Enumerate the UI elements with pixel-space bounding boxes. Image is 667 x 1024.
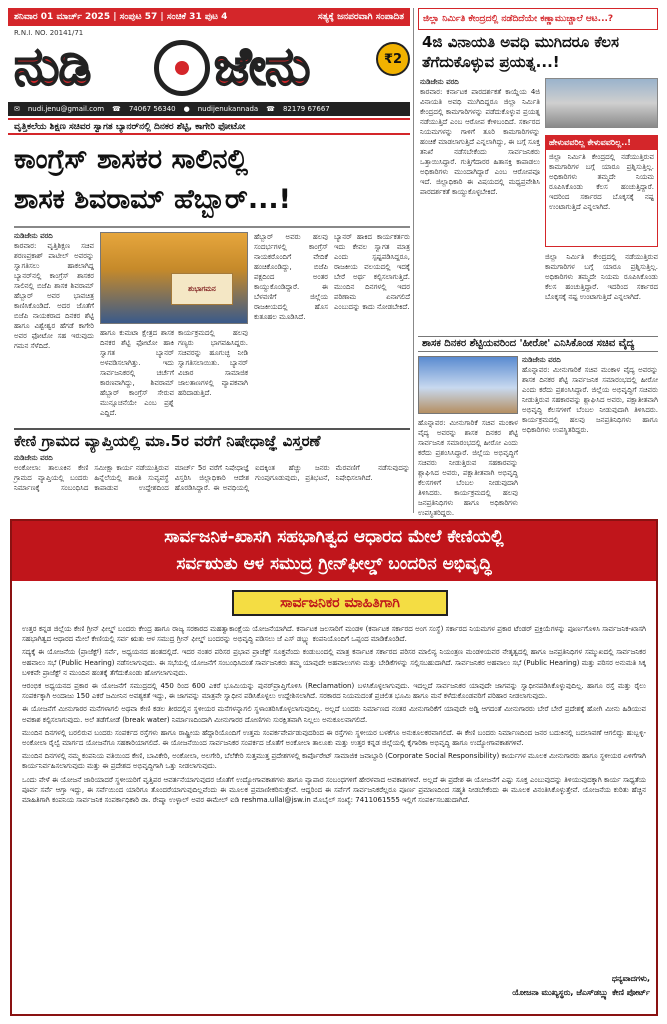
ad-sign-line-2: ಯೋಜನಾ ಮುಖ್ಯಸ್ಥರು, ಜೆಎಸ್‌ಡಬ್ಲ್ಯು ಕೇಣಿ ಪೋರ್ಟ್: [512, 988, 650, 997]
side-box-title: ಹೇಳುವವರಿಲ್ಲ ಕೇಳುವವರಿಲ್ಲ..!: [546, 136, 657, 150]
lead-col-3-text: ಹೆಬ್ಬಾರ್ ಅವರು ಹಲವು ಸಂದರ್ಭಗಳಲ್ಲಿ ಕಾಂಗ್ರೆಸ್ ನಾಯಕರೊಂದಿಗೆ ವೇದಿಕೆ ಹಂಚಿಕೊಂಡಿದ್ದು, ಬಿಜೆಪಿ ಪಕ್ಷದಿಂದ ಅಂತರ ಕಾಯ್ದುಕೊಂಡಿದ್ದಾರೆ. ಈ ಬೆಳವಣಿಗೆ ಜಿಲ್ಲೆಯ ರಾಜಕೀಯದಲ್ಲಿ ಹೊಸ ಕುತೂಹಲ ಮೂಡಿಸಿದೆ.: [254, 233, 328, 321]
divider: [14, 226, 410, 228]
ad-signature: [420, 972, 650, 1008]
dateline-bar: [8, 8, 410, 26]
contact-phone-2: 82179 67667: [282, 105, 330, 113]
right-kicker: ಜಿಲ್ಲಾ ನಿರ್ಮಿತಿ ಕೇಂದ್ರದಲ್ಲಿ ನಡೆದಿದೆಯೇ ಕಣ್ಣಾಮುಚ್ಚಾಲೆ ಆಟ...?: [418, 8, 658, 30]
ad-body: [22, 624, 646, 964]
price-badge: ₹2: [376, 42, 410, 76]
tagline: ಸತ್ಯಕ್ಕೆ ಜನಪರವಾಗಿ ಸಂಪಾದಿತ: [317, 12, 404, 22]
road-photo: [545, 78, 658, 128]
right-headline: 4ಜಿ ವಿನಾಯತಿ ಅವಧಿ ಮುಗಿದರೂ ಕೆಲಸ ತೆಗೆದುಕೊಳ್ಳುವ ಪ್ರಯತ್ನ...!: [422, 33, 619, 71]
phone-icon: ☎: [112, 105, 121, 113]
second-headline: ಕೇಣಿ ಗ್ರಾಮದ ವ್ಯಾಪ್ತಿಯಲ್ಲಿ ಮಾ.5ರ ವರೆಗೆ ನಿಷೇಧಾಜ್ಞೆ ವಿಸ್ತರಣೆ: [14, 428, 410, 450]
lead-column-3: [254, 232, 328, 414]
ad-headline-line-2: ಸರ್ವಋತು ಆಳ ಸಮುದ್ರ ಗ್ರೀನ್‌ಫೀಲ್ಡ್ ಬಂದರಿನ ಅಭಿವೃದ್ಧಿ: [176, 554, 492, 574]
lead-column-5: [178, 328, 248, 416]
lead-column-4: [334, 232, 410, 414]
mid-photo: [418, 356, 518, 414]
lead-photo: [100, 232, 248, 324]
social-icon: ●: [183, 105, 190, 113]
lead-headline: [14, 140, 410, 224]
contact-social[interactable]: nudijenukannada: [197, 105, 259, 113]
second-body: ಅಂಕೋಲಾ: ತಾಲೂಕಿನ ಕೇಣಿ ಗ್ರಾಮದ ವ್ಯಾಪ್ತಿಯಲ್ಲಿ ಬಂದರು ನಿರ್ಮಾಣಕ್ಕೆ ಸಂಬಂಧಿಸಿದ ಸಮೀಕ್ಷಾ ಕಾರ್ಯ ನಡೆಯುತ್ತಿರುವ ಹಿನ್ನೆಲೆಯಲ್ಲಿ ಶಾಂತಿ ಸುವ್ಯವಸ್ಥೆ ಕಾಪಾಡುವ ಉದ್ದೇಶದಿಂದ ಮಾರ್ಚ್ 5ರ ವರೆಗೆ ನಿಷೇಧಾಜ್ಞೆ ವಿಸ್ತರಿಸಿ ಜಿಲ್ಲಾಧಿಕಾರಿ ಆದೇಶ ಹೊರಡಿಸಿದ್ದಾರೆ. ಈ ಅವಧಿಯಲ್ಲಿ ಐದಕ್ಕಿಂತ ಹೆಚ್ಚು ಜನರು ಗುಂಪುಗೂಡುವುದು, ಪ್ರತಿಭಟನೆ, ಮೆರವಣಿಗೆ ನಡೆಸುವುದನ್ನು ನಿಷೇಧಿಸಲಾಗಿದೆ.: [14, 464, 410, 492]
second-byline: ನುಡಿಜೇನು ವರದಿ: [14, 454, 53, 462]
contact-email[interactable]: nudi.jenu@gmail.com: [27, 105, 105, 113]
masthead-right-word: ಜೇನು: [214, 37, 310, 97]
right-top-body: ಕಾರವಾರ: ಕರ್ನಾಟಕ ಪಾರದರ್ಶಕತೆ ಕಾಯ್ದೆಯ 4ಜಿ ವಿನಾಯತಿ ಅವಧಿ ಮುಗಿದಿದ್ದರೂ ಜಿಲ್ಲಾ ನಿರ್ಮಿತಿ ಕೇಂದ್ರದಲ್ಲಿ ಕಾಮಗಾರಿಗಳನ್ನು ಪಡೆದುಕೊಳ್ಳುವ ಪ್ರಯತ್ನ ನಡೆಯುತ್ತಿದೆ ಎಂಬ ಆರೋಪ ಕೇಳಿಬಂದಿದೆ. ಸರ್ಕಾರದ ನಿಯಮಗಳನ್ನು ಗಾಳಿಗೆ ತೂರಿ ಕಾಮಗಾರಿಗಳನ್ನು ಹಂಚಿಕೆ ಮಾಡಲಾಗುತ್ತಿದೆ ಎನ್ನಲಾಗಿದ್ದು, ಈ ಬಗ್ಗೆ ಸೂಕ್ತ ತನಿಖೆ ನಡೆಸಬೇಕೆಂದು ಸಾರ್ವಜನಿಕರು ಒತ್ತಾಯಿಸಿದ್ದಾರೆ. ಗುತ್ತಿಗೆದಾರರ ಹಿತಾಸಕ್ತಿ ಕಾಪಾಡಲು ಅಧಿಕಾರಿಗಳು ಮುಂದಾಗಿದ್ದಾರೆ ಎಂಬ ಆರೋಪವೂ ಇದೆ. ಜಿಲ್ಲಾಧಿಕಾರಿ ಈ ವಿಷಯದಲ್ಲಿ ಮಧ್ಯಪ್ರವೇಶಿಸಿ ಪಾರದರ್ಶಕತೆ ಕಾಯ್ದುಕೊಳ್ಳಬೇಕಿದೆ.: [420, 88, 540, 196]
ad-subheading: ಸಾರ್ವಜನಿಕರ ಮಾಹಿತಿಗಾಗಿ: [232, 590, 448, 616]
masthead: [14, 38, 410, 100]
right-top-story-cont: [545, 252, 658, 330]
ad-headline-line-1: ಸಾರ್ವಜನಿಕ-ಖಾಸಗಿ ಸಹಭಾಗಿತ್ವದ ಆಧಾರದ ಮೇಲೆ ಕೇಣಿಯಲ್ಲಿ: [164, 527, 504, 547]
lead-headline-line-1: ಕಾಂಗ್ರೆಸ್ ಶಾಸಕರ ಸಾಲಿನಲ್ಲಿ: [14, 144, 248, 175]
lead-col-4-text: ಬ್ಯಾನರ್ ಹಾಕಿದ ಕಾರ್ಯಕರ್ತರು ಇದು ಕೇವಲ ಸ್ವಾಗತ ಮಾತ್ರ ಎಂದು ಸ್ಪಷ್ಟಪಡಿಸಿದ್ದರೂ, ರಾಜಕೀಯ ವಲಯದಲ್ಲಿ ಇದಕ್ಕೆ ಬೇರೆ ಅರ್ಥ ಕಲ್ಪಿಸಲಾಗುತ್ತಿದೆ. ಮುಂದಿನ ದಿನಗಳಲ್ಲಿ ಇದರ ಪರಿಣಾಮ ಏನಾಗಲಿದೆ ಎಂಬುದನ್ನು ಕಾದು ನೋಡಬೇಕಿದೆ.: [334, 233, 410, 311]
ad-paragraph-3: ಆರಂಭಿಕ ಅಧ್ಯಯನದ ಪ್ರಕಾರ ಈ ಯೋಜನೆಗೆ ಸಮುದ್ರದಲ್ಲಿ 450 ರಿಂದ 600 ಎಕರೆ ಭೂಮಿಯನ್ನು ಪುನರ್‌ಪ್ರಾಪ್ತಿಗೊಳಿಸಿ (Reclamation) ಬಳಸಿಕೊಳ್ಳಲಾಗುವುದು. ಇದಲ್ಲದೆ ಸಾರ್ವಜನಿಕರ ಯಾವುದೇ ಜಾಗವನ್ನು ಸ್ವಾಧೀನಪಡಿಸಿಕೊಳ್ಳುವುದಿಲ್ಲ. ಹಾಗೂ ರಸ್ತೆ ಮತ್ತು ರೈಲು ಸಂಪರ್ಕಕ್ಕಾಗಿ ಅಂದಾಜು 150 ಎಕರೆ ಜಮೀನಿನ ಅವಶ್ಯಕತೆ ಇದ್ದು, ಈ ಜಾಗವನ್ನು ಮಾತ್ರವೇ ಸ್ವಾಧೀನ ಪಡಿಸಿಕೊಳ್ಳಲು ಉದ್ದೇಶಿಸಲಾಗಿದೆ. ಸರಕಾರದ ನಿಯಮದಂತೆ ಪ್ರಚಲಿತ ಭೂಮಿ ಹಾಗೂ ಮನೆ ಕಳೆದುಕೊಂಡವರಿಗೆ ಪರಿಹಾರ ನೀಡಲಾಗುವುದು.: [22, 682, 646, 701]
masthead-left-word: ನುಡಿ: [14, 37, 91, 97]
right-top-body-cont: ಜಿಲ್ಲಾ ನಿರ್ಮಿತಿ ಕೇಂದ್ರದಲ್ಲಿ ನಡೆಯುತ್ತಿರುವ ಕಾಮಗಾರಿಗಳ ಬಗ್ಗೆ ಯಾರೂ ಪ್ರಶ್ನಿಸುತ್ತಿಲ್ಲ. ಅಧಿಕಾರಿಗಳು ತಮ್ಮದೇ ನಿಯಮ ರೂಪಿಸಿಕೊಂಡು ಕೆಲಸ ಹಂಚುತ್ತಿದ್ದಾರೆ. ಇದರಿಂದ ಸರ್ಕಾರದ ಬೊಕ್ಕಸಕ್ಕೆ ನಷ್ಟ ಉಂಟಾಗುತ್ತಿದೆ ಎನ್ನಲಾಗಿದೆ.: [545, 253, 658, 301]
ship-wheel-logo-icon: [154, 40, 210, 96]
ad-paragraph-5: ಮುಂದಿನ ದಿನಗಳಲ್ಲಿ ಬರಲಿರುವ ಬಂದರು ಸಂಪರ್ಕದ ರಸ್ತೆಗಳು ಹಾಗೂ ರಾಷ್ಟ್ರೀಯ ಹೆದ್ದಾರಿಯೊಂದಿಗೆ ಉತ್ತಮ ಸಂಪರ್ಕವೇರ್ಪಡುವುದರಿಂದ ಈ ರಸ್ತೆಗಳು ಸ್ಥಳೀಯರ ಬಳಕೆಗೂ ಅನುಕೂಲಕರವಾಗಲಿದೆ. ಈ ಕೇಣಿ ಬಂದರು ನಿರ್ಮಾಣದಿಂದ ಜನರ ಬದುಕಿನಲ್ಲಿ ಬದಲಾವಣೆ ಆಗಲಿದ್ದು ಹುಬ್ಬಳ್ಳಿ-ಅಂಕೋಲಾ ರೈಲ್ವೆ ಮಾರ್ಗದ ಯೋಜನೆಗೂ ಸಹಕಾರಿಯಾಗಲಿದೆ. ಈ ಯೋಜನೆಯಿಂದ ಸಾರ್ವಜನಿಕರ ಸಂಪರ್ಕದ ಜೊತೆಗೆ ಅಂಕೋಲಾ ತಾಲೂಕು ಮತ್ತು ಉತ್ತರ ಕನ್ನಡ ಜಿಲ್ಲೆಯಲ್ಲಿ ಕೈಗಾರಿಕಾ ಅಭಿವೃದ್ಧಿ ಹಾಗೂ ಉದ್ಯೋಗಾವಕಾಶಗಳಿವೆ.: [22, 728, 646, 748]
rni-number: R.N.I. NO. 20141/71: [14, 29, 84, 37]
contact-bar: [8, 102, 410, 116]
right-top-story: [420, 78, 540, 335]
email-icon: ✉: [14, 105, 20, 113]
column-divider: [413, 8, 414, 513]
ticker-headline: ವೃತ್ತಿಕಲೆಯ ಶಿಕ್ಷಣ ಸಚಿವರ ಸ್ವಾಗತ ಬ್ಯಾನರ್‌ನಲ್ಲಿ ದಿನಕರ ಶೆಟ್ಟಿ, ಕಾಗೇರಿ ಫೋಟೋ: [8, 118, 410, 135]
right-top-byline: ನುಡಿಜೇನು ವರದಿ: [420, 78, 459, 86]
right-mid-byline: ನುಡಿಜೇನು ವರದಿ: [522, 356, 561, 364]
lead-byline: ನುಡಿಜೇನು ವರದಿ: [14, 232, 53, 240]
second-story: [14, 454, 410, 515]
lead-column-1: [14, 232, 94, 423]
lead-col-5-text: ಕಾರ್ಯಕ್ರಮದಲ್ಲಿ ಹಲವು ಗಣ್ಯರು ಭಾಗವಹಿಸಿದ್ದರು. ಸಚಿವರನ್ನು ಹೂಗುಚ್ಛ ನೀಡಿ ಸ್ವಾಗತಿಸಲಾಯಿತು. ಬ್ಯಾನರ್ ವಿಚಾರ ಸಾಮಾಜಿಕ ಜಾಲತಾಣಗಳಲ್ಲಿ ವ್ಯಾಪಕವಾಗಿ ಹರಿದಾಡುತ್ತಿದೆ.: [178, 329, 248, 397]
side-box-body: ಜಿಲ್ಲಾ ನಿರ್ಮಿತಿ ಕೇಂದ್ರದಲ್ಲಿ ನಡೆಯುತ್ತಿರುವ ಕಾಮಗಾರಿಗಳ ಬಗ್ಗೆ ಯಾರೂ ಪ್ರಶ್ನಿಸುತ್ತಿಲ್ಲ. ಅಧಿಕಾರಿಗಳು ತಮ್ಮದೇ ನಿಯಮ ರೂಪಿಸಿಕೊಂಡು ಕೆಲಸ ಹಂಚುತ್ತಿದ್ದಾರೆ. ಇದರಿಂದ ಸರ್ಕಾರದ ಬೊಕ್ಕಸಕ್ಕೆ ನಷ್ಟ ಉಂಟಾಗುತ್ತಿದೆ ಎನ್ನಲಾಗಿದೆ.: [549, 153, 654, 211]
right-mid-headline: ಶಾಸಕ ದಿನಕರ ಶೆಟ್ಟಿಯವರಿಂದ 'ಹೀರೋ' ಎನಿಸಿಕೊಂಡ ಸಚಿವ ವೈದ್ಯ: [418, 336, 658, 352]
right-mid-story: [522, 356, 658, 515]
ad-paragraph-7: ಒಂದು ವೇಳೆ ಈ ಯೋಜನೆ ಜಾರಿಯಾದರೆ ಸ್ಥಳೀಯರಿಗೆ ವೃತ್ತಿಪರ ಆವರ್ತನೆಯಾಗುವುದರ ಜೊತೆಗೆ ಉದ್ಯೋಗಾವಕಾಶಗಳು ಹಾಗೂ ವ್ಯಾಪಾರ ಸಂಬಂಧಗಳಿಗೆ ಹೇರಳವಾದ ಅವಕಾಶಗಳಿವೆ. ಅಲ್ಲದೆ ಈ ಪ್ರದೇಶ ಈ ಯೋಜನೆಗೆ ಎಷ್ಟು ಸೂಕ್ತ ಎಂಬುವುದನ್ನು ತಿಳಿಯುವುದಕ್ಕಾಗಿ ಕಾರ್ಯ ಸಾಧ್ಯತೆಯ ಪೂರ್ವ ಸರ್ವೆ ಆಗ್ತಾ ಇದ್ದು, ಈ ಸರ್ವೆಯಿಂದ ಯಾರಿಗೂ ತೊಂದರೆಯಾಗುವುದಿಲ್ಲವೆಂದು ಈ ಮೂಲಕ ಪ್ರಮಾಣೀಕರಿಸುತ್ತೇವೆ. ಆದ್ದರಿಂದ ಈ ಸರ್ವೆಗೆ ಸಾರ್ವಜನಿಕರೆಲ್ಲರೂ ಪೂರ್ಣ ಪ್ರಮಾಣದಿಂದ ಸಹ್ಮತಿ ನೀಡಬೇಕೆಂದು ಈ ಮೂಲಕ ವಿನಂತಿಸಿಕೊಳ್ಳುತ್ತೇವೆ. ಯೋಜನೆಯ ಕುರಿತು ಹೆಚ್ಚಿನ ಮಾಹಿತಿಗಾಗಿ ಕಂಪನಿಯ ಸಾರ್ವಜನಿಕ ಸಂಪರ್ಕಾಧಿಕಾರಿ ಡಾ. ರೇಷ್ಮಾ ಉಳ್ಳಾಲ್ ಅವರ ಈಮೇಲ್ ಐಡಿ reshma.ullal@jsw.in ಮೊಬೈಲ್ ಸಂಖ್ಯೆ: 7411061555 ಇಲ್ಲಿಗೆ ಸಂಪರ್ಕಿಸಬಹುದಾಗಿದೆ.: [22, 775, 646, 805]
ad-paragraph-2: ಸದ್ಯಕ್ಕೆ ಈ ಯೋಜನೆಯ (ಪ್ರಾಜೆಕ್ಟ್) ಸರ್ವೆ, ಅಧ್ಯಯನದ ಹಂತದಲ್ಲಿದೆ. ಇದರ ನಂತರ ಪರಿಸರ ಪ್ರಭಾವ ಪ್ರಾಜೆಕ್ಟ್ ಸೂಕ್ತವೆಂದು ಕಂಡುಬಂದಲ್ಲಿ ಮಾತ್ರ ಕರ್ನಾಟಕ ಸರ್ಕಾರದ ಪರಿಸರ ಮಾಲಿನ್ಯ ನಿಯಂತ್ರಣ ಮಂಡಳಿಯವರ ನೇತೃತ್ವದಲ್ಲಿ ಹಾಗೂ ಜನಪ್ರತಿನಿಧಿಗಳ ಸಮ್ಮುಖದಲ್ಲಿ ಸಾರ್ವಜನಿಕರ ಅಹವಾಲು ಸಭೆ (Public Hearing) ನಡೆಸಲಾಗುವುದು. ಈ ಸಭೆಯಲ್ಲಿ ಯೋಜನೆಗೆ ಸಂಬಂಧಿಸಿದಂತೆ ಸಾರ್ವಜನಿಕರು ತಮ್ಮ ಯಾವುದೇ ಅಹವಾಲುಗಳು ಮತ್ತು ಬೇಡಿಕೆಗಳನ್ನು ಸಲ್ಲಿಸಬಹುದಾಗಿದೆ. ಸಾರ್ವಜನಿಕರ ಅಹವಾಲು ಸಭೆ (Public Hearing) ಮತ್ತು ಪರಿಸರ ಅನುಮತಿ ಸಿಕ್ಕ ಬಳಿಕವೇ ಪ್ರಾಜೆಕ್ಟ್ ನ ಮುಂದಿನ ಹಂತಕ್ಕೆ ತೆಗೆದುಕೊಂಡು ಹೋಗಲಾಗುವುದು.: [22, 648, 646, 677]
right-mid-story-cont: [418, 418, 518, 517]
ad-paragraph-1: ಉತ್ತರ ಕನ್ನಡ ಜಿಲ್ಲೆಯ ಕೇಣಿ ಗ್ರೀನ್ ಫೀಲ್ಡ್ ಬಂದರು ಕೇಂದ್ರ ಹಾಗೂ ರಾಜ್ಯ ಸರಕಾರದ ಮಹತ್ವಾಕಾಂಕ್ಷೆಯ ಯೋಜನೆಯಾಗಿದೆ. ಕರ್ನಾಟಕ ಜಲಸಾರಿಗೆ ಮಂಡಳಿ (ಕರ್ನಾಟಕ ಸರ್ಕಾರದ ಅಂಗ ಸಂಸ್ಥೆ) ಸರ್ಕಾರದ ನಿಯಮಗಳ ಪ್ರಕಾರ ಟೆಂಡರ್ ಪ್ರಕ್ರಿಯೆಗಳನ್ನು ಪೂರ್ಣಗೊಳಿಸಿ ಸಾರ್ವಜನಿಕ-ಖಾಸಗಿ ಸಹಭಾಗಿತ್ವದ ಆಧಾರದ ಮೇಲೆ ಕೇಣಿಯಲ್ಲಿ ಸರ್ವ ಋತು ಆಳ ಸಮುದ್ರ ಗ್ರೀನ್ ಫೀಲ್ಡ್ ಬಂದರನ್ನು ಅಭಿವೃದ್ಧಿ ಪಡಿಸಲು ಜೆ ಎಸ್ ಡಬ್ಲ್ಯು ಕಂಪನಿಯೊಂದಿಗೆ ಒಪ್ಪಂದ ಮಾಡಿಕೊಂಡಿದೆ.: [22, 625, 646, 644]
lead-photo-banner: ಶುಭಾಗಮನ: [171, 273, 233, 305]
ad-paragraph-4: ಈ ಯೋಜನೆಗೆ ಮೀನುಗಾರರ ಮನೆಗಳಾಗಲಿ ಅಥವಾ ಕೇಣಿ ಕಡಲ ತೀರದಲ್ಲಿನ ಸ್ಥಳೀಯರ ಮನೆಗಳನ್ನಾಗಲಿ ಸ್ಥಳಾಂತರಿಸಿಕೊಳ್ಳಲಾಗುವುದಿಲ್ಲ. ಅಲ್ಲದೆ ಬಂದರು ನಿರ್ಮಾಣದ ನಂತರ ಮೀನುಗಾರಿಕೆಗೆ ಯಾವುದೇ ಅಡ್ಡಿ ಆಗದಂತೆ ಮೀನುಗಾರರು ಬೇರೆ ಬೇರೆ ಪ್ರದೇಶಕ್ಕೆ ಹೋಗಿ ಮೀನು ಹಿಡಿಯುವ ಅವಕಾಶ ಕಲ್ಪಿಸಲಾಗುವುದು. ಅಲೆ ತಡೆಗೋಡೆ (break water) ನಿರ್ಮಾಣದಿಂದಾಗಿ ಮೀನುಗಾರರ ದೋಣಿಗಳು ಸುರಕ್ಷಿತವಾಗಿ ನಿಲ್ಲಲು ಅನುಕೂಲವಾಗಲಿದೆ.: [22, 705, 646, 724]
lead-headline-line-2: ಶಾಸಕ ಶಿವರಾಮ್ ಹೆಬ್ಬಾರ್...!: [14, 184, 291, 215]
contact-phone-1: 74067 56340: [128, 105, 176, 113]
ad-paragraph-6: ಮುಂದಿನ ದಿನಗಳಲ್ಲಿ ನಮ್ಮ ಕಂಪನಿಯ ವತಿಯಿಂದ ಕೇಣಿ, ಬಾವಿಕೇರಿ, ಅಂಕೋಲಾ, ಅಲಗೇರಿ, ಬೆಲೆಕೇರಿ ಸುತ್ತಮುತ್ತ ಪ್ರದೇಶಗಳಲ್ಲಿ ಕಾರ್ಪೊರೇಟ್ ಸಾಮಾಜಿಕ ಜವಾಬ್ದಾರಿ (Corporate Social Responsibility) ಕಾರ್ಯಗಳ ಮೂಲಕ ಮೀನುಗಾರರು ಹಾಗೂ ಸ್ಥಳೀಯರ ಏಳಿಗೆಗಾಗಿ ಕಾರ್ಯನಿರ್ವಹಿಸಲಾಗುವುದು ಮತ್ತು ಈ ಪ್ರದೇಶದ ಅಭಿವೃದ್ಧಿಗಾಗಿ ಒತ್ತು ನೀಡಲಾಗುವುದು.: [22, 752, 646, 771]
dateline: ಶನಿವಾರ 01 ಮಾರ್ಚ್ 2025 | ಸಂಪುಟ 57 | ಸಂಚಿಕೆ 31 ಪುಟ 4: [14, 12, 228, 22]
side-box: [545, 135, 658, 247]
lead-column-2: [100, 328, 174, 416]
lead-col-2-text: ಹಾಗೂ ಕುಮಟಾ ಕ್ಷೇತ್ರದ ಶಾಸಕ ದಿನಕರ ಶೆಟ್ಟಿ ಫೋಟೋ ಹಾಕಿ ಸ್ವಾಗತ ಬ್ಯಾನರ್ ಅಳವಡಿಸಲಾಗಿತ್ತು. ಇದು ಸಾರ್ವಜನಿಕರಲ್ಲಿ ಚರ್ಚೆಗೆ ಕಾರಣವಾಗಿದ್ದು, ಶಿವರಾಮ್ ಹೆಬ್ಬಾರ್ ಕಾಂಗ್ರೆಸ್ ಸೇರುವ ಮುನ್ಸೂಚನೆಯೇ ಎಂಬ ಪ್ರಶ್ನೆ ಎದ್ದಿದೆ.: [100, 329, 174, 417]
ad-headline: [12, 521, 656, 581]
right-mid-body: ಹೊನ್ನಾವರ: ಮೀನುಗಾರಿಕೆ ಸಚಿವ ಮಂಕಾಳ ವೈದ್ಯ ಅವರನ್ನು ಶಾಸಕ ದಿನಕರ ಶೆಟ್ಟಿ ಸಾರ್ವಜನಿಕ ಸಮಾರಂಭದಲ್ಲಿ ಹೀರೋ ಎಂದು ಕರೆದು ಪ್ರಶಂಸಿಸಿದ್ದಾರೆ. ಜಿಲ್ಲೆಯ ಅಭಿವೃದ್ಧಿಗೆ ಸಚಿವರು ನೀಡುತ್ತಿರುವ ಸಹಕಾರವನ್ನು ಶ್ಲಾಘಿಸಿದ ಅವರು, ಪಕ್ಷಾತೀತವಾಗಿ ಅಭಿವೃದ್ಧಿ ಕೆಲಸಗಳಿಗೆ ಬೆಂಬಲ ನೀಡುವುದಾಗಿ ತಿಳಿಸಿದರು. ಕಾರ್ಯಕ್ರಮದಲ್ಲಿ ಹಲವು ಜನಪ್ರತಿನಿಧಿಗಳು ಹಾಗೂ ಅಧಿಕಾರಿಗಳು ಉಪಸ್ಥಿತರಿದ್ದರು.: [522, 366, 658, 434]
right-mid-body-cont: ಹೊನ್ನಾವರ: ಮೀನುಗಾರಿಕೆ ಸಚಿವ ಮಂಕಾಳ ವೈದ್ಯ ಅವರನ್ನು ಶಾಸಕ ದಿನಕರ ಶೆಟ್ಟಿ ಸಾರ್ವಜನಿಕ ಸಮಾರಂಭದಲ್ಲಿ ಹೀರೋ ಎಂದು ಕರೆದು ಪ್ರಶಂಸಿಸಿದ್ದಾರೆ. ಜಿಲ್ಲೆಯ ಅಭಿವೃದ್ಧಿಗೆ ಸಚಿವರು ನೀಡುತ್ತಿರುವ ಸಹಕಾರವನ್ನು ಶ್ಲಾಘಿಸಿದ ಅವರು, ಪಕ್ಷಾತೀತವಾಗಿ ಅಭಿವೃದ್ಧಿ ಕೆಲಸಗಳಿಗೆ ಬೆಂಬಲ ನೀಡುವುದಾಗಿ ತಿಳಿಸಿದರು. ಕಾರ್ಯಕ್ರಮದಲ್ಲಿ ಹಲವು ಜನಪ್ರತಿನಿಧಿಗಳು ಹಾಗೂ ಅಧಿಕಾರಿಗಳು ಉಪಸ್ಥಿತರಿದ್ದರು.: [418, 419, 518, 517]
lead-col-1-text: ಕಾರವಾರ: ವೃತ್ತಿಶಿಕ್ಷಣ ಸಚಿವ ಶರಣಪ್ರಕಾಶ್ ಪಾಟೀಲ್ ಅವರನ್ನು ಸ್ವಾಗತಿಸಲು ಹಾಕಲಾಗಿದ್ದ ಬ್ಯಾನರ್‌ನಲ್ಲಿ ಕಾಂಗ್ರೆಸ್ ಶಾಸಕರ ಸಾಲಿನಲ್ಲಿ ಬಿಜೆಪಿ ಶಾಸಕ ಶಿವರಾಮ್ ಹೆಬ್ಬಾರ್ ಅವರ ಭಾವಚಿತ್ರ ಕಾಣಿಸಿಕೊಂಡಿದೆ. ಅದರ ಜೊತೆಗೆ ಬಿಜೆಪಿ ನಾಯಕರಾದ ದಿನಕರ ಶೆಟ್ಟಿ ಹಾಗೂ ವಿಶ್ವೇಶ್ವರ ಹೆಗಡೆ ಕಾಗೇರಿ ಅವರ ಫೋಟೋ ಸಹ ಇರುವುದು ಗಮನ ಸೆಳೆದಿದೆ.: [14, 242, 94, 350]
ad-sign-line-1: ಧನ್ಯವಾದಗಳು,: [611, 974, 650, 983]
phone-icon-2: ☎: [266, 105, 275, 113]
